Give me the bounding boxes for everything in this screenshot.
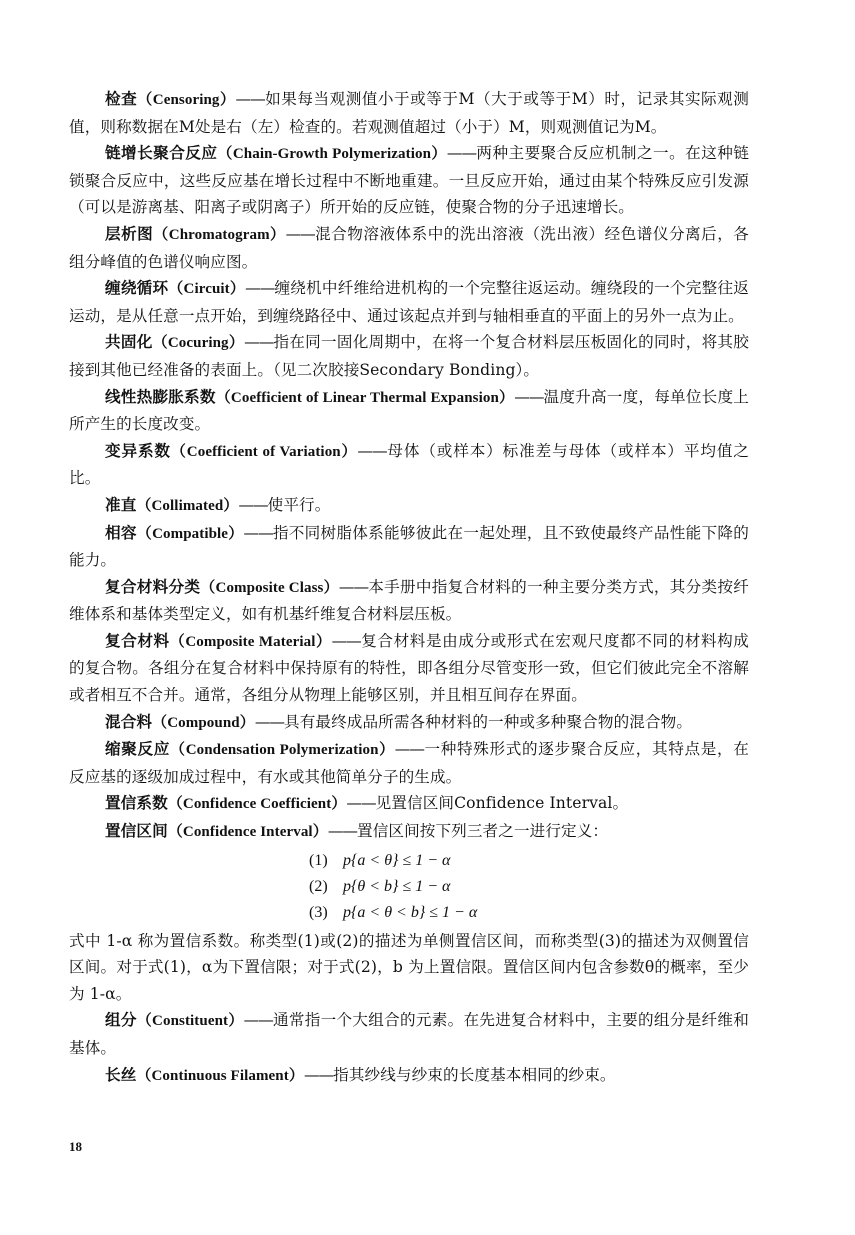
entry-definition: 温度升高一度，每单位长度上所产生的长度改变。	[69, 387, 749, 434]
glossary-entry: 组分（Constituent）——通常指一个大组合的元素。在先进复合材料中，主要的组分是纤维和基体。	[69, 1010, 749, 1057]
entry-definition: 两种主要聚合反应机制之一。在这种链锁聚合反应中，这些反应基在增长过程中不断地重建。一旦反应开始，通过由某个特殊反应引发源（可以是游离基、阳离子或阴离子）所开始的反应链，使聚合物的分子迅速增长。	[69, 144, 749, 217]
formula-line	[309, 900, 749, 926]
glossary-entry: 复合材料分类（Composite Class）——本手册中指复合材料的一种主要分类方式，其分类按纤维体系和基体类型定义，如有机基纤维复合材料层压板。	[69, 576, 749, 624]
entry-english: Condensation Polymerization	[185, 742, 379, 759]
entry-definition: 缠绕机中纤维给进机构的一个完整往返运动。缠绕段的一个完整往返运动，是从任意一点开始，到缠绕路径中、通过该起点并到与轴相垂直的平面上的另外一点为止。	[69, 279, 749, 325]
formula-line	[309, 848, 749, 874]
glossary-entry: 长丝（Continuous Filament）——指其纱线与纱束的长度基本相同的纱束。	[105, 1064, 616, 1084]
formula-expression: p{a < θ} ≤ 1 − α	[343, 851, 451, 869]
entry-english: Circuit	[183, 281, 230, 298]
entry-english: Composite Class	[215, 579, 324, 596]
entry-english: Cocuring	[167, 335, 229, 352]
entry-definition: 指在同一固化周期中，在将一个复合材料层压板固化的同时，将其胶接到其他已经准备的表面上。（见二次胶接Secondary Bonding）。	[69, 333, 749, 379]
formula-expression: p{θ < b} ≤ 1 − α	[343, 877, 451, 895]
entry-term: 置信系数	[105, 793, 168, 813]
formula-number: (1)	[309, 851, 328, 869]
entry-term: 线性热膨胀系数	[105, 386, 216, 406]
glossary-entries	[69, 86, 749, 1089]
entry-term: 链增长聚合反应	[105, 143, 218, 163]
entry-definition: 具有最终成品所需各种材料的一种或多种聚合物的混合物。	[284, 712, 693, 731]
entry-english: Collimated	[151, 497, 224, 514]
entry-definition: 如果每当观测值小于或等于M（大于或等于M）时，记录其实际观测值，则称数据在M处是右（左）检查的。若观测值超过（小于）M，则观测值记为M。	[69, 90, 749, 136]
entry-term: 层析图	[105, 223, 154, 243]
entry-english: Constituent	[152, 1013, 229, 1030]
entry-term: 长丝	[105, 1064, 137, 1084]
entry-term: 缩聚反应	[105, 739, 171, 759]
formula-line	[309, 874, 749, 900]
entry-definition: 见置信区间Confidence Interval。	[375, 794, 629, 813]
entry-definition: 母体（或样本）标准差与母体（或样本）平均值之比。	[69, 441, 749, 488]
entry-definition: 复合材料是由成分或形式在宏观尺度都不同的材料构成的复合物。各组分在复合材料中保持原有的特性，即各组分尽管变形一致，但它们彼此完全不溶解或者相互不合并。通常，各组分从物理上能够区别，并且相互间存在界面。	[69, 631, 750, 705]
glossary-entry: 链增长聚合反应（Chain-Growth Polymerization）——两种主要聚合反应机制之一。在这种链锁聚合反应中，这些反应基在增长过程中不断地重建。一旦反应开始，通过由某个特殊反应引发源（可以是游离基、阳离子或阴离子）所开始的反应链，使聚合物的分子迅速增长。	[69, 143, 749, 217]
entry-english: Coefficient of Variation	[186, 443, 341, 460]
entry-english: Chromatogram	[168, 226, 270, 243]
entry-term: 共固化	[105, 332, 153, 352]
glossary-entry: 线性热膨胀系数（Coefficient of Linear Thermal Expansion）——温度升高一度，每单位长度上所产生的长度改变。	[69, 386, 749, 434]
entry-english: Chain-Growth Polymerization	[232, 146, 432, 163]
entry-definition: 本手册中指复合材料的一种主要分类方式，其分类按纤维体系和基体类型定义，如有机基纤维复合材料层压板。	[69, 577, 749, 624]
entry-definition: 使平行。	[267, 495, 331, 514]
entry-definition: 置信区间按下列三者之一进行定义：	[357, 822, 609, 841]
entry-term: 缠绕循环	[105, 278, 169, 298]
entry-term: 复合材料分类	[105, 576, 201, 596]
entry-english: Censoring	[152, 92, 220, 108]
formula-expression: p{a < θ < b} ≤ 1 − α	[343, 903, 478, 921]
glossary-entry: 变异系数（Coefficient of Variation）——母体（或样本）标准差与母体（或样本）平均值之比。	[69, 440, 749, 488]
entry-definition: 通常指一个大组合的元素。在先进复合材料中，主要的组分是纤维和基体。	[69, 1011, 749, 1057]
entry-term: 检查	[105, 89, 138, 108]
entry-term: 组分	[105, 1010, 137, 1030]
glossary-entry: 复合材料（Composite Material）——复合材料是由成分或形式在宏观尺度都不同的材料构成的复合物。各组分在复合材料中保持原有的特性，即各组分尽管变形一致，但它们彼此完全不溶解或者相互不合并。通常，各组分从物理上能够区别，并且相互间存在界面。	[69, 630, 750, 705]
entry-definition: 混合物溶液体系中的洗出溶液（洗出液）经色谱仪分离后，各组分峰值的色谱仪响应图。	[69, 224, 750, 271]
glossary-entry: 相容（Compatible）——指不同树脂体系能够彼此在一起处理，且不致使最终产品性能下降的能力。	[69, 522, 749, 570]
glossary-entry: 置信系数（Confidence Coefficient）——见置信区间Confidence Interval。	[105, 793, 629, 813]
entry-definition: 一种特殊形式的逐步聚合反应，其特点是，在反应基的逐级加成过程中，有水或其他简单分子的生成。	[69, 740, 749, 786]
entry-english: Coefficient of Linear Thermal Expansion	[230, 389, 499, 406]
glossary-entry: 准直（Collimated）——使平行。	[105, 494, 331, 514]
entry-english: Compatible	[152, 525, 229, 542]
entry-term: 准直	[105, 494, 137, 514]
entry-term: 混合料	[105, 711, 153, 731]
entry-english: Composite Material	[185, 633, 316, 650]
formula-note: 式中 1-α 称为置信系数。称类型(1)或(2)的描述为单侧置信区间，而称类型(3)的描述为双侧置信区间。对于式(1)，α为下置信限；对于式(2)，b 为上置信限。置信区间内包含参数θ的概率，至少为 1-α。	[69, 931, 749, 1003]
entry-english: Continuous Filament	[151, 1067, 289, 1084]
glossary-entry: 共固化（Cocuring）——指在同一固化周期中，在将一个复合材料层压板固化的同时，将其胶接到其他已经准备的表面上。（见二次胶接Secondary Bonding）。	[69, 332, 749, 379]
entry-definition: 指不同树脂体系能够彼此在一起处理，且不致使最终产品性能下降的能力。	[69, 523, 749, 570]
glossary-entry: 检查（Censoring）——如果每当观测值小于或等于M（大于或等于M）时，记录其实际观测值，则称数据在M处是右（左）检查的。若观测值超过（小于）M，则观测值记为M。	[69, 89, 749, 136]
glossary-entry: 混合料（Compound）——具有最终成品所需各种材料的一种或多种聚合物的混合物。	[105, 711, 693, 731]
glossary-entry: 缩聚反应（Condensation Polymerization）——一种特殊形式的逐步聚合反应，其特点是，在反应基的逐级加成过程中，有水或其他简单分子的生成。	[69, 739, 749, 786]
glossary-entry: 缠绕循环（Circuit）——缠绕机中纤维给进机构的一个完整往返运动。缠绕段的一个完整往返运动，是从任意一点开始，到缠绕路径中、通过该起点并到与轴相垂直的平面上的另外一点为止。	[69, 278, 749, 325]
formula-number: (3)	[309, 903, 328, 921]
formula-block	[69, 848, 749, 926]
entry-definition: 指其纱线与纱束的长度基本相同的纱束。	[333, 1065, 616, 1084]
entry-term: 复合材料	[105, 630, 170, 650]
entry-term: 置信区间	[105, 821, 168, 841]
entry-term: 相容	[105, 522, 137, 542]
formula-number: (2)	[309, 877, 328, 895]
entry-english: Confidence Coefficient	[182, 796, 332, 813]
glossary-entry: 层析图（Chromatogram）——混合物溶液体系中的洗出溶液（洗出液）经色谱仪分离后，各组分峰值的色谱仪响应图。	[69, 223, 750, 271]
glossary-entry: 置信区间（Confidence Interval）——置信区间按下列三者之一进行定义：	[105, 821, 609, 841]
entry-english: Confidence Interval	[182, 824, 313, 841]
entry-english: Compound	[167, 714, 240, 731]
page-number: 18	[69, 1139, 82, 1154]
entry-term: 变异系数	[105, 440, 171, 460]
